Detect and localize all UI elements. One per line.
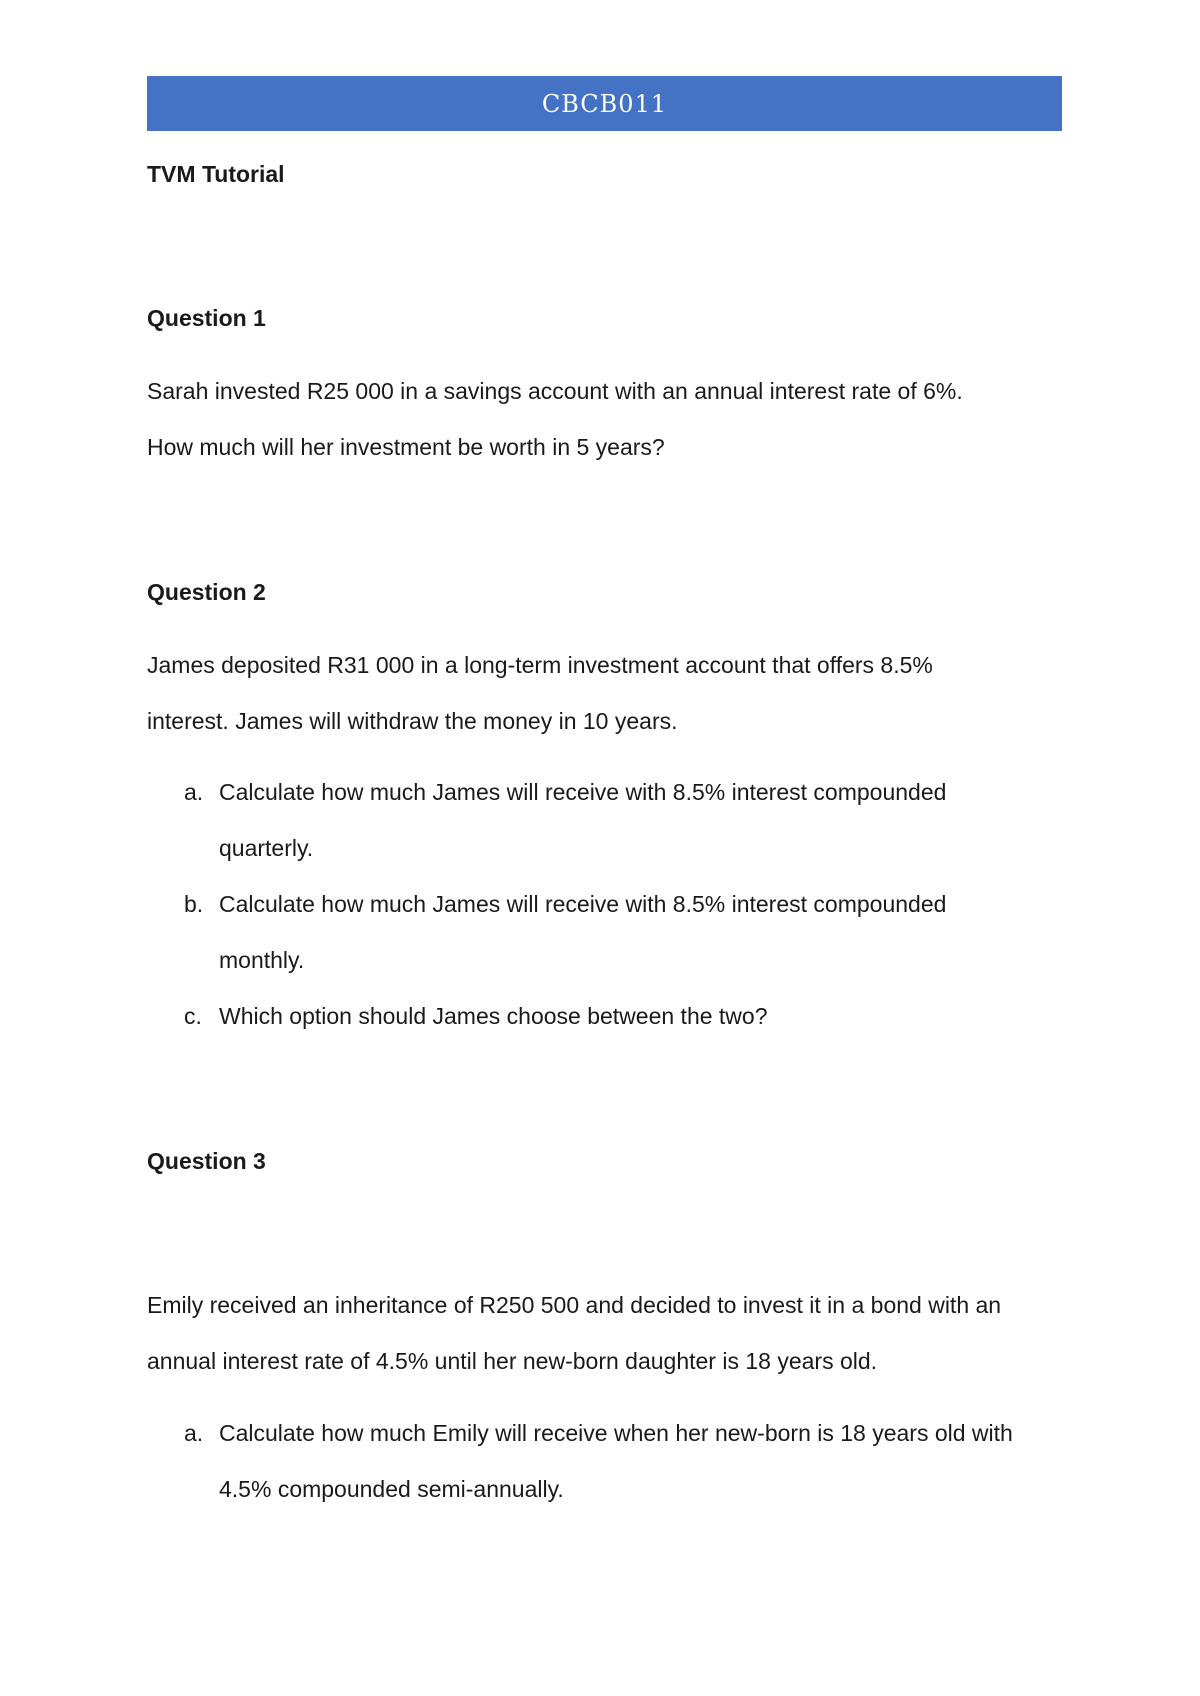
question-2-item-b-line-1: Calculate how much James will receive with 8.5% interest compounded: [219, 891, 947, 917]
course-code: CBCB011: [541, 89, 668, 118]
header-bar: [147, 76, 1062, 131]
question-3-line-2: annual interest rate of 4.5% until her new-born daughter is 18 years old.: [147, 1348, 878, 1374]
question-3-item-a-line-2: 4.5% compounded semi-annually.: [219, 1476, 564, 1502]
question-1-line-1: Sarah invested R25 000 in a savings account with an annual interest rate of 6%.: [147, 378, 963, 404]
question-3-item-a-line-1: Calculate how much Emily will receive when her new-born is 18 years old with: [219, 1420, 1013, 1446]
question-2-line-2: interest. James will withdraw the money in 10 years.: [147, 708, 678, 734]
question-2-item-a-marker: a.: [184, 779, 204, 805]
question-2-item-c-line-1: Which option should James choose between the two?: [219, 1003, 768, 1029]
document-title: TVM Tutorial: [147, 161, 285, 187]
question-2-line-1: James deposited R31 000 in a long-term investment account that offers 8.5%: [147, 652, 933, 678]
question-3-heading: Question 3: [147, 1148, 266, 1174]
question-2-item-c-marker: c.: [184, 1003, 202, 1029]
question-1-heading: Question 1: [147, 305, 266, 331]
question-2-item-a-line-2: quarterly.: [219, 835, 314, 861]
question-2-item-a-line-1: Calculate how much James will receive with 8.5% interest compounded: [219, 779, 947, 805]
question-2-item-b-line-2: monthly.: [219, 947, 305, 973]
question-2-heading: Question 2: [147, 579, 266, 605]
question-3-line-1: Emily received an inheritance of R250 500 and decided to invest it in a bond with an: [147, 1292, 1002, 1318]
question-2-item-b-marker: b.: [184, 891, 204, 917]
question-1-line-2: How much will her investment be worth in 5 years?: [147, 434, 665, 460]
question-3-item-a-marker: a.: [184, 1420, 204, 1446]
